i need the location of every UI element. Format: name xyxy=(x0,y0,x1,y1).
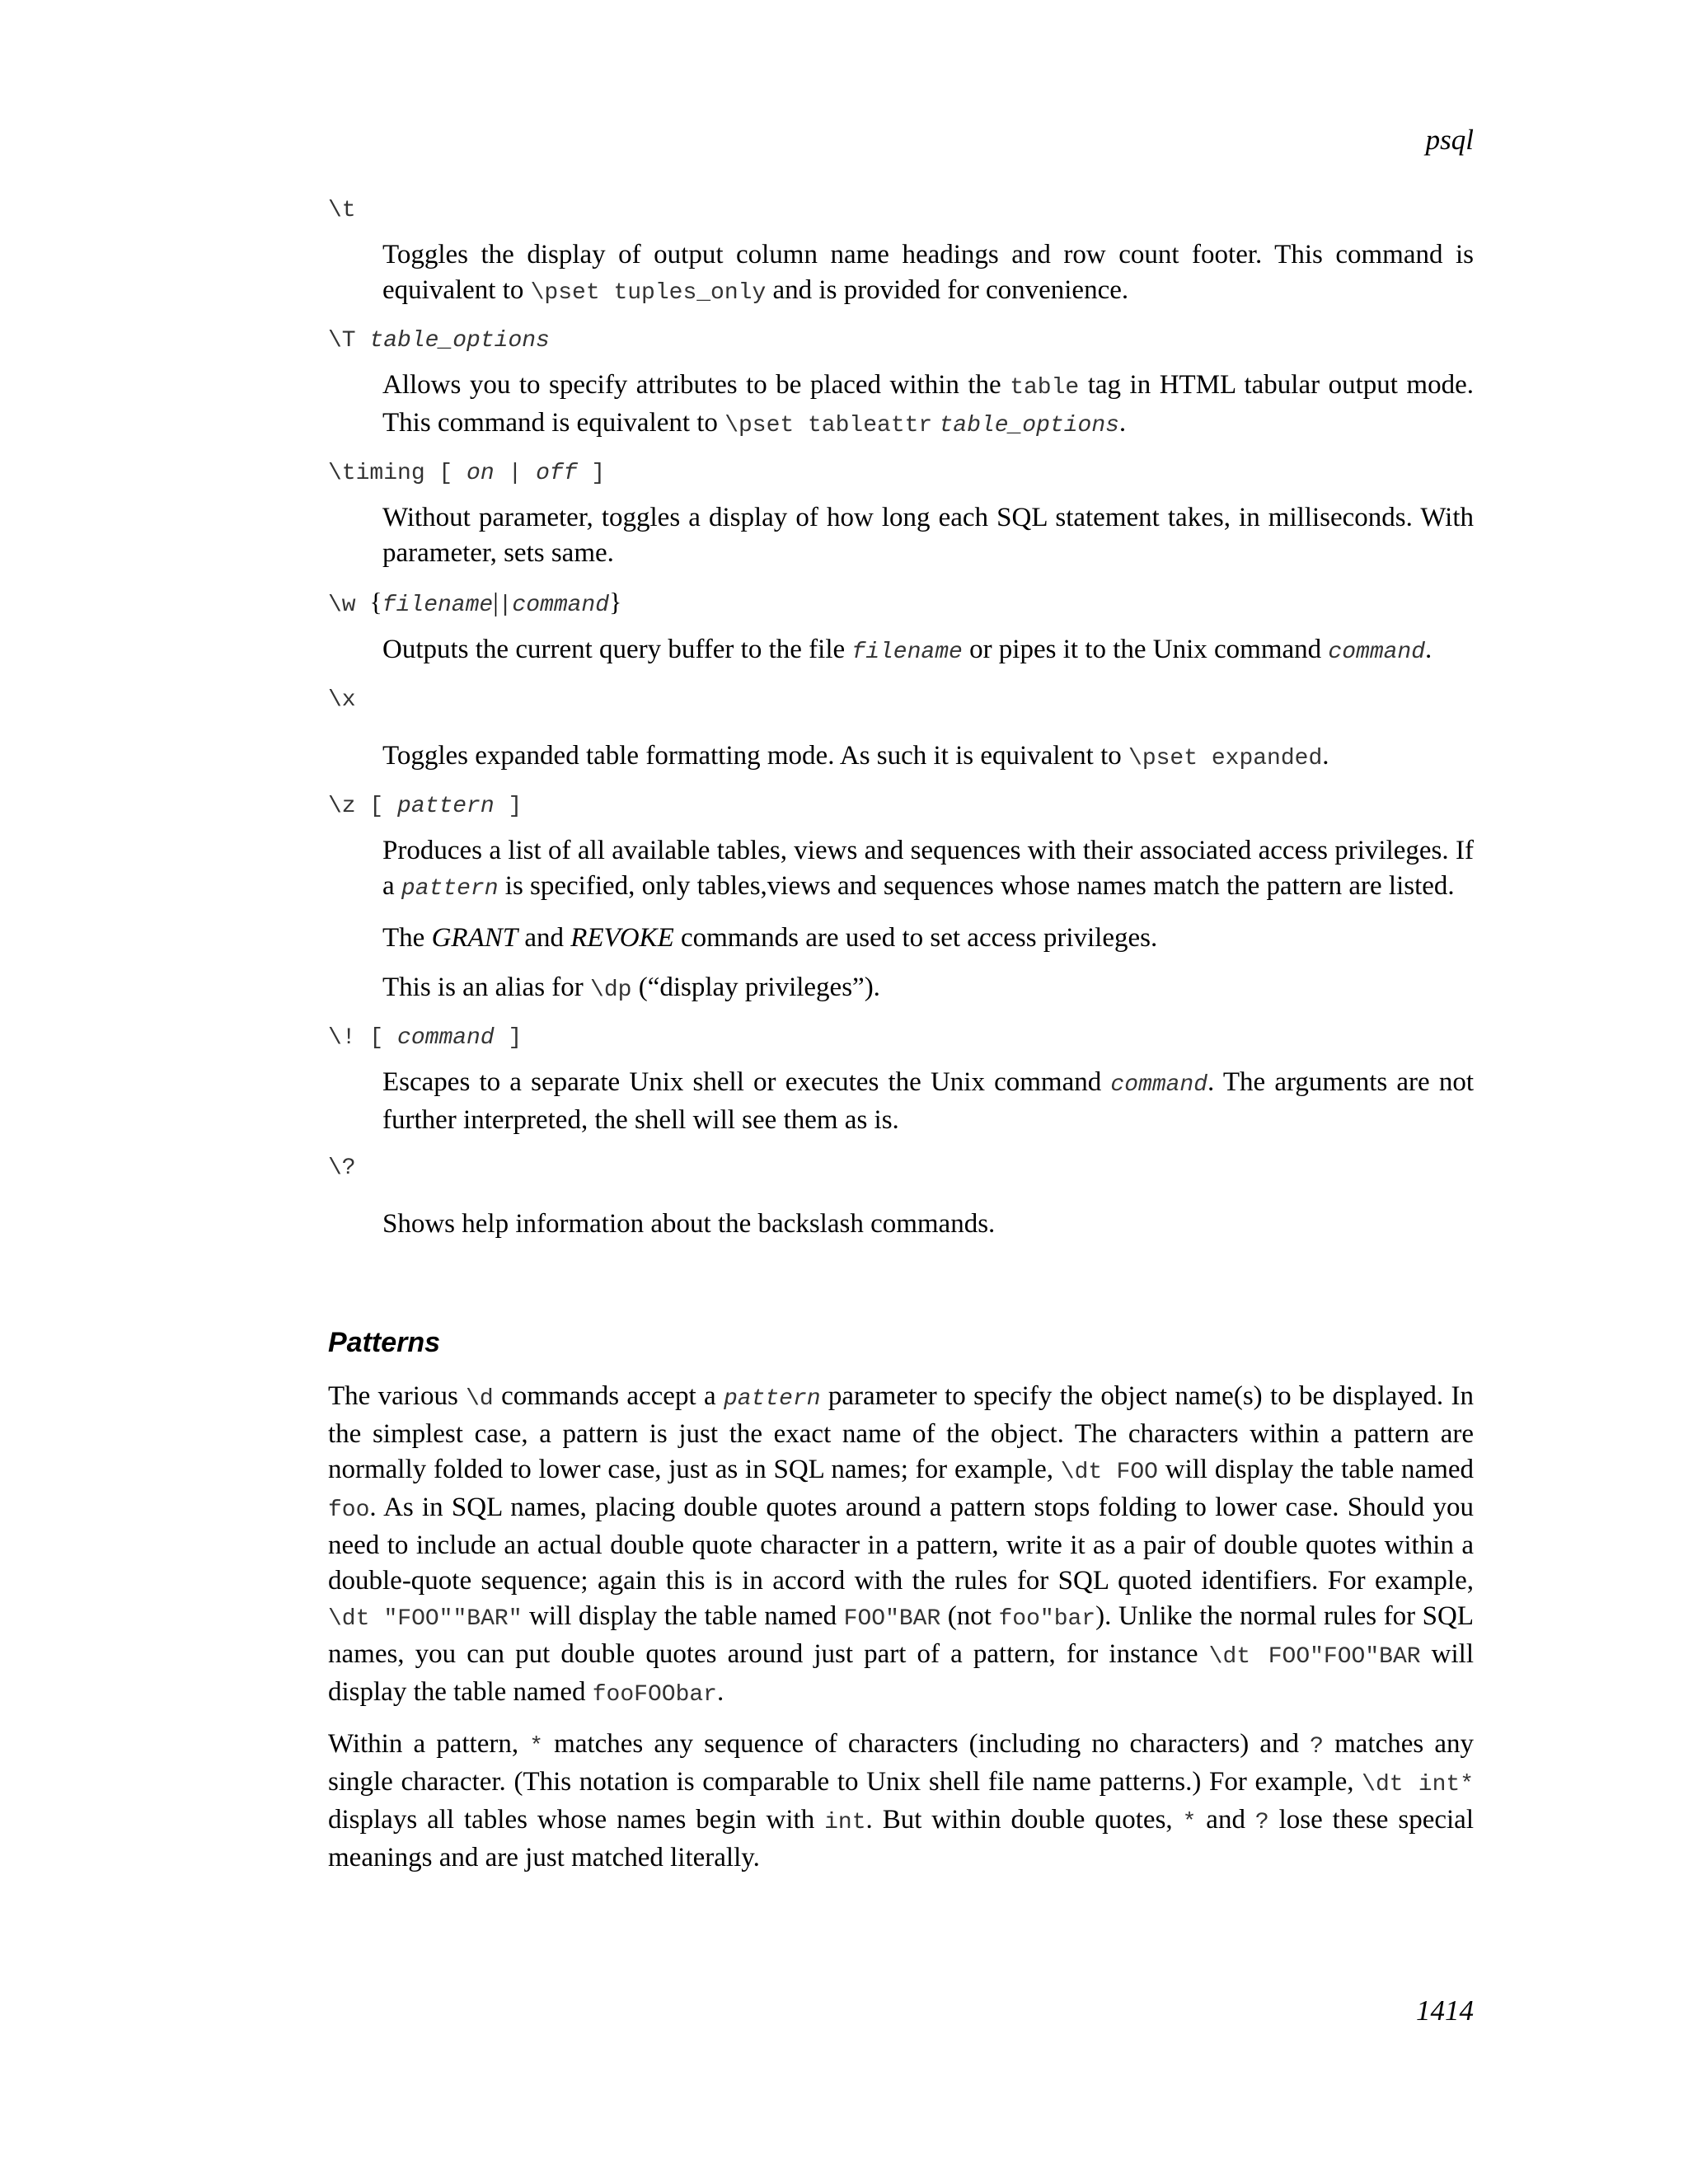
command-name: \x xyxy=(328,687,356,713)
text-run: displays all tables whose names begin with xyxy=(328,1805,825,1835)
text-run: Produces a list of all available tables, views and sequences with their associated access privileges. If a xyxy=(382,836,1474,901)
command-term xyxy=(328,684,1474,717)
text-run: (not xyxy=(940,1601,999,1631)
bracket-close: ] xyxy=(591,461,606,486)
inline-code: foo"bar xyxy=(998,1606,1096,1632)
text-run: Toggles expanded table formatting mode. As such it is equivalent to xyxy=(382,741,1129,771)
text-run: . xyxy=(1118,408,1127,438)
command-description xyxy=(382,1195,1474,1242)
command-term xyxy=(328,325,1474,358)
inline-code: table xyxy=(1010,375,1080,401)
inline-code: fooFOObar xyxy=(592,1682,717,1708)
command-term xyxy=(328,1022,1474,1055)
body-paragraph xyxy=(328,1379,1474,1713)
text-run: commands are used to set access privileges. xyxy=(673,923,1158,953)
inline-code: FOO"BAR xyxy=(843,1606,941,1632)
command-term xyxy=(328,585,1474,622)
description-paragraph xyxy=(382,368,1474,443)
command-argument: table_options xyxy=(369,328,550,354)
text-run: . The arguments are not further interpreted, the shell will see them as is. xyxy=(382,1067,1475,1135)
description-paragraph: Without parameter, toggles a display of how long each SQL statement takes, in milliseconds. With parameter, sets same. xyxy=(382,503,1474,568)
command-description xyxy=(382,237,1474,311)
command-argument: pattern xyxy=(397,794,495,819)
description-paragraph xyxy=(382,970,1474,1008)
text-run: The xyxy=(382,923,432,953)
text-run: This is an alias for xyxy=(382,972,591,1002)
inline-code: \dt "FOO""BAR" xyxy=(328,1606,523,1632)
inline-code-argument: command xyxy=(1110,1072,1208,1098)
text-run: commands accept a xyxy=(493,1381,724,1411)
command-argument: on xyxy=(467,461,495,486)
description-paragraph xyxy=(382,738,1474,776)
inline-code: \dt FOO"FOO"BAR xyxy=(1208,1644,1421,1670)
description-paragraph xyxy=(382,632,1474,670)
text-run: tag in HTML tabular output mode. This command is equivalent to xyxy=(382,370,1474,438)
bracket-close: ] xyxy=(508,794,523,819)
text-run: and xyxy=(1196,1805,1255,1835)
text-run: The various xyxy=(328,1381,467,1411)
command-name: \! [ xyxy=(328,1025,384,1051)
command-name: \z [ xyxy=(328,794,384,819)
inline-code-argument: table_options xyxy=(939,413,1119,438)
text-run: matches any single character. (This notation is comparable to Unix shell file name patterns.) For example, xyxy=(328,1729,1474,1797)
inline-code: int xyxy=(824,1810,866,1835)
text-run: Within a pattern, xyxy=(328,1729,530,1759)
text-run: . xyxy=(1425,635,1432,664)
spacer xyxy=(382,1195,1474,1207)
argument-separator: | xyxy=(493,587,499,616)
text-run: or pipes it to the Unix command xyxy=(962,635,1329,664)
text-run: Outputs the current query buffer to the file xyxy=(382,635,852,664)
command-reference: REVOKE xyxy=(570,923,674,953)
text-run: lose these special meanings and are just matched literally. xyxy=(328,1805,1474,1872)
page-content xyxy=(328,194,1474,1890)
inline-code-argument: filename xyxy=(851,640,963,665)
inline-code: \d xyxy=(466,1386,494,1412)
command-name: \? xyxy=(328,1155,356,1181)
text-run: . But within double quotes, xyxy=(865,1805,1183,1835)
text-run: Toggles the display of output column name headings and row count footer. This command is equivalent to xyxy=(382,240,1474,305)
description-paragraph: Shows help information about the backslash commands. xyxy=(382,1209,996,1239)
command-description xyxy=(382,1065,1474,1138)
text-run: will display the table named xyxy=(522,1601,844,1631)
text-run: . xyxy=(716,1677,724,1707)
command-description xyxy=(382,833,1474,1008)
command-term xyxy=(328,457,1474,490)
command-term xyxy=(328,194,1474,227)
inline-code-argument: command xyxy=(1328,640,1426,665)
argument-separator: | xyxy=(508,461,523,486)
command-description xyxy=(382,368,1474,443)
command-name: \w xyxy=(328,593,356,618)
command-name: \timing [ xyxy=(328,461,453,486)
inline-code: ? xyxy=(1254,1810,1269,1835)
brace-open: { xyxy=(369,587,382,616)
brace-close: } xyxy=(609,587,622,616)
inline-code: \dt FOO xyxy=(1060,1460,1158,1485)
text-run: will display the table named xyxy=(328,1639,1475,1707)
inline-code-argument: pattern xyxy=(401,876,499,902)
page-number: 1414 xyxy=(1416,1994,1474,2027)
command-term xyxy=(328,1152,1474,1185)
text-run: and xyxy=(518,923,571,953)
text-run: parameter to specify the object name(s) to be displayed. In the simplest case, a pattern is just the exact name of the object. The characters within a pattern are normally folded to lower case, just as in SQL names; for example, xyxy=(328,1381,1474,1484)
text-run: . xyxy=(1322,741,1329,771)
command-description xyxy=(382,632,1474,670)
text-run: (“display privileges”). xyxy=(631,972,880,1002)
description-paragraph xyxy=(382,833,1474,907)
description-paragraph xyxy=(382,1065,1474,1138)
text-run: is specified, only tables,views and sequences whose names match the pattern are listed. xyxy=(498,871,1455,901)
command-argument: off xyxy=(536,461,578,486)
inline-code: \pset tableattr xyxy=(724,413,933,438)
command-name: \T xyxy=(328,328,356,354)
inline-code: \pset tuples_only xyxy=(530,280,767,306)
bracket-close: ] xyxy=(508,1025,523,1051)
text-run: Escapes to a separate Unix shell or executes the Unix command xyxy=(382,1067,1111,1097)
inline-code: foo xyxy=(328,1497,370,1523)
body-paragraph xyxy=(328,1727,1474,1876)
command-description xyxy=(382,727,1474,776)
inline-code: * xyxy=(529,1734,544,1760)
command-argument: command xyxy=(397,1025,495,1051)
command-reference: GRANT xyxy=(431,923,518,953)
document-page xyxy=(328,0,1474,2184)
inline-code: \pset expanded xyxy=(1128,746,1323,771)
text-run: ). Unlike the normal rules for SQL names, you can put double quotes around just part of a pattern, for instance xyxy=(328,1601,1474,1669)
text-run: and is provided for convenience. xyxy=(766,275,1129,305)
inline-code: ? xyxy=(1310,1734,1324,1760)
inline-code: \dp xyxy=(590,977,632,1003)
section-heading: Patterns xyxy=(328,1327,441,1358)
text-run: Allows you to specify attributes to be placed within the xyxy=(382,370,1010,400)
description-paragraph xyxy=(382,921,1474,956)
command-argument: |command xyxy=(498,593,610,618)
running-title: psql xyxy=(1425,124,1474,156)
spacer xyxy=(382,727,1474,738)
inline-code: * xyxy=(1182,1810,1197,1835)
text-run: matches any sequence of characters (including no characters) and xyxy=(543,1729,1311,1759)
text-run: . As in SQL names, placing double quotes around a pattern stops folding to lower case. Should you need to include an actual double quote character in a pattern, write it as a pair of double quotes within a double-quote sequence; again this is in accord with the rules for SQL quoted identifiers. For example, xyxy=(328,1493,1474,1596)
text-run: will display the table named xyxy=(1157,1455,1475,1484)
inline-code-argument: pattern xyxy=(723,1386,821,1412)
command-name: \t xyxy=(328,198,356,223)
command-description xyxy=(382,500,1474,571)
command-argument: filename xyxy=(382,593,494,618)
inline-code: \dt int* xyxy=(1362,1772,1475,1797)
description-paragraph xyxy=(382,237,1474,311)
command-term xyxy=(328,790,1474,823)
